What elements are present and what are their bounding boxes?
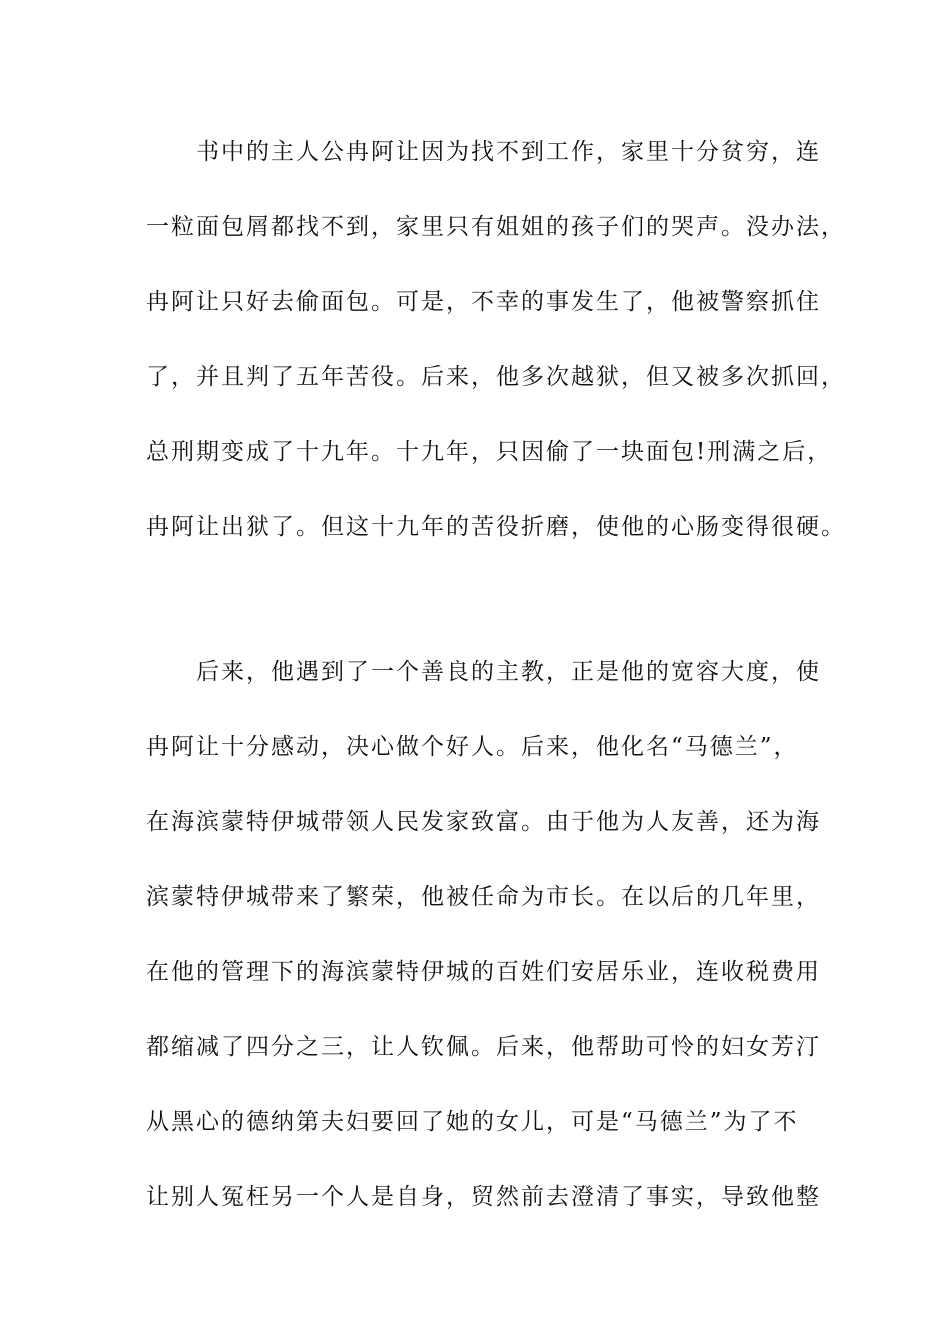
paragraph-line: 了，并且判了五年苦役。后来，他多次越狱，但又被多次抓回， [146,364,846,390]
paragraph-2 [146,635,836,1235]
paragraph-line: 从黑心的德纳第夫妇要回了她的女儿，可是“马德兰”为了不 [146,1109,799,1135]
paragraph-line: 冉阿让只好去偷面包。可是，不幸的事发生了，他被警察抓住 [146,289,821,315]
paragraph-line: 冉阿让出狱了。但这十九年的苦役折磨，使他的心肠变得很硬。 [146,514,846,540]
paragraph-line: 一粒面包屑都找不到，家里只有姐姐的孩子们的哭声。没办法， [146,214,846,240]
paragraph-line: 在海滨蒙特伊城带领人民发家致富。由于他为人友善，还为海 [146,809,821,835]
paragraph-line: 在他的管理下的海滨蒙特伊城的百姓们安居乐业，连收税费用 [146,959,821,985]
paragraph-line: 都缩减了四分之三，让人钦佩。后来，他帮助可怜的妇女芳汀 [146,1034,821,1060]
paragraph-1 [146,115,846,565]
paragraph-line: 滨蒙特伊城带来了繁荣，他被任命为市长。在以后的几年里， [146,884,821,910]
paragraph-line: 书中的主人公冉阿让因为找不到工作，家里十分贫穷，连 [196,139,821,165]
paragraph-line: 冉阿让十分感动，决心做个好人。后来，他化名“马德兰”， [146,734,799,760]
paragraph-line: 后来，他遇到了一个善良的主教，正是他的宽容大度，使 [196,659,821,685]
paragraph-line: 总刑期变成了十九年。十九年，只因偷了一块面包!刑满之后， [146,439,833,465]
paragraph-line: 让别人冤枉另一个人是自身，贸然前去澄清了事实，导致他整 [146,1184,821,1210]
